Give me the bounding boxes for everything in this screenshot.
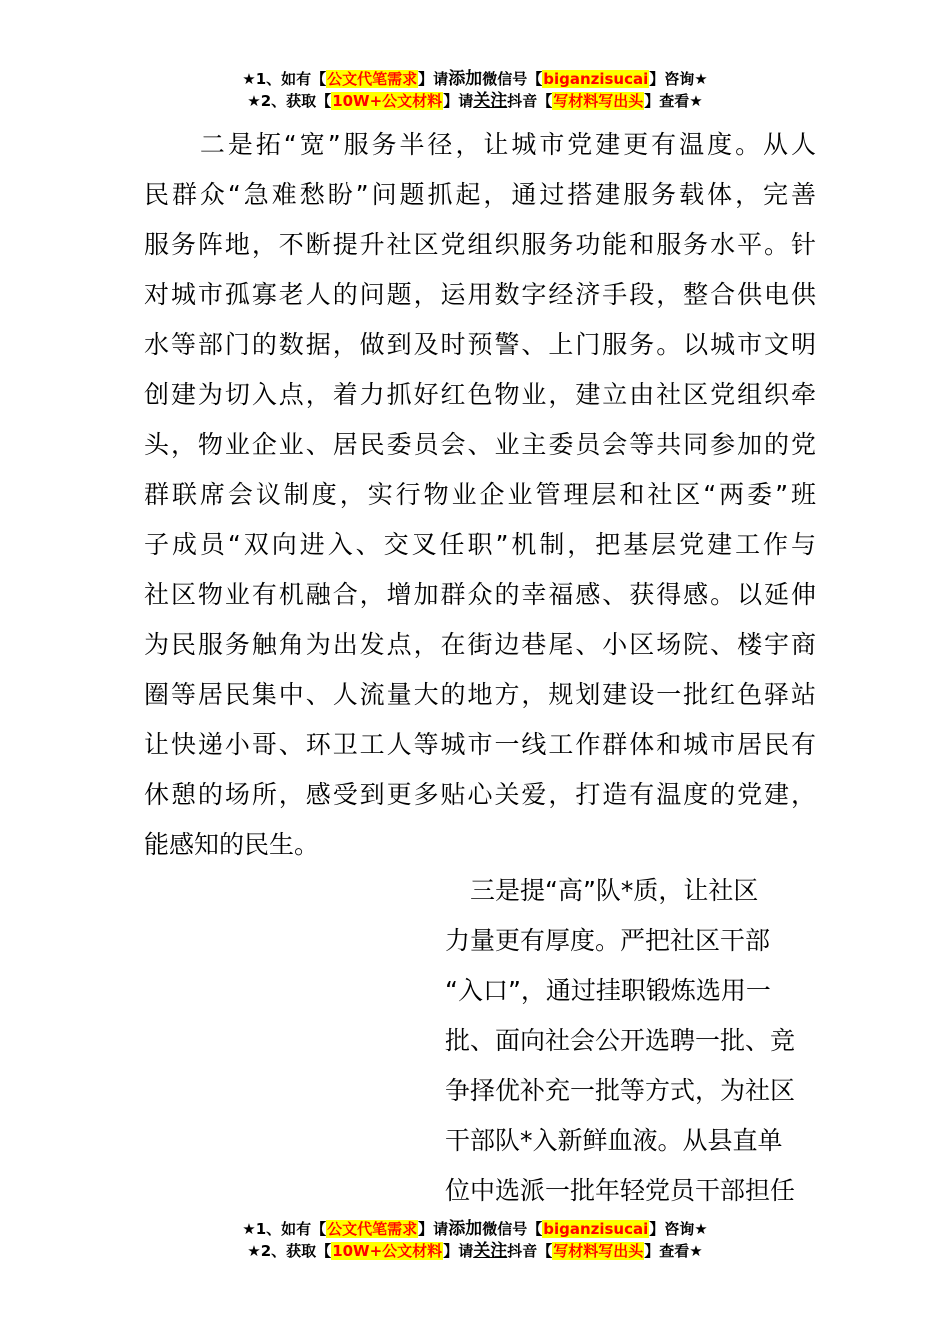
banner-line-2: [0, 1240, 950, 1262]
paragraph-service-radius: [144, 120, 816, 870]
text-line: 干部队*入新鲜血液。从县直单: [445, 1126, 783, 1155]
banner-text: 】查看★: [644, 1242, 703, 1260]
text-line: 让快递小哥、环卫工人等城市一线工作群体和城市居民有: [144, 730, 816, 759]
paragraph-team-quality: [445, 866, 805, 1216]
banner-text: 抖音【: [507, 1242, 553, 1260]
text-line: 圈等居民集中、人流量大的地方，规划建设一批红色驿站: [144, 680, 816, 709]
text-line: 创建为切入点，着力抓好红色物业，建立由社区党组织牵: [144, 380, 816, 409]
text-line: 休憩的场所，感受到更多贴心关爱，打造有温度的党建，: [144, 780, 816, 809]
text-line: 位中选派一批年轻党员干部担任: [445, 1176, 796, 1205]
banner-highlight: 写材料写出头: [553, 1242, 644, 1260]
banner-line-2: [0, 90, 950, 112]
banner-highlight: biganzisucai: [543, 1220, 649, 1238]
banner-text: 微信号【: [482, 1220, 543, 1238]
text-line: 争择优补充一批等方式，为社区: [445, 1076, 796, 1105]
banner-text: 抖音【: [507, 92, 553, 110]
banner-highlight: 公文代笔需求: [327, 70, 418, 88]
banner-text: ★2、获取【: [247, 1242, 332, 1260]
banner-text: 】请: [418, 70, 449, 88]
text-line: 社区物业有机融合，增加群众的幸福感、获得感。以延伸: [144, 580, 816, 609]
banner-text: 】咨询★: [649, 1220, 708, 1238]
text-line: 群联席会议制度，实行物业企业管理层和社区“两委”班: [144, 480, 816, 509]
banner-text: 】查看★: [644, 92, 703, 110]
header-banner: [0, 68, 950, 112]
text-line: 二是拓“宽”服务半径，让城市党建更有温度。从人: [144, 130, 816, 159]
banner-emphasis: 关注: [473, 91, 508, 111]
banner-highlight: 写材料写出头: [553, 92, 644, 110]
banner-text: 微信号【: [482, 70, 543, 88]
banner-highlight: 公文代笔需求: [327, 1220, 418, 1238]
banner-text: ★2、获取【: [247, 92, 332, 110]
banner-highlight: 10W+公文材料: [332, 92, 443, 110]
text-line: 能感知的民生。: [144, 830, 320, 859]
text-line: 对城市孤寡老人的问题，运用数字经济手段，整合供电供: [144, 280, 816, 309]
banner-emphasis: 添加: [448, 69, 483, 89]
text-line: 民群众“急难愁盼”问题抓起，通过搭建服务载体，完善: [144, 180, 816, 209]
banner-emphasis: 添加: [448, 1219, 483, 1239]
banner-text: 】咨询★: [649, 70, 708, 88]
banner-text: 】请: [418, 1220, 449, 1238]
text-line: 力量更有厚度。严把社区干部: [445, 926, 771, 955]
text-line: 批、面向社会公开选聘一批、竞: [445, 1026, 796, 1055]
banner-emphasis: 关注: [473, 1241, 508, 1261]
text-line: 为民服务触角为出发点，在街边巷尾、小区场院、楼宇商: [144, 630, 816, 659]
footer-banner: [0, 1218, 950, 1262]
banner-line-1: [0, 68, 950, 90]
text-line: 服务阵地，不断提升社区党组织服务功能和服务水平。针: [144, 230, 816, 259]
banner-highlight: 10W+公文材料: [332, 1242, 443, 1260]
text-line: 水等部门的数据，做到及时预警、上门服务。以城市文明: [144, 330, 816, 359]
text-line: 三是提“高”队*质，让社区: [445, 876, 759, 905]
banner-text: ★1、如有【: [242, 1220, 327, 1238]
text-line: 子成员“双向进入、交叉任职”机制，把基层党建工作与: [144, 530, 816, 559]
banner-line-1: [0, 1218, 950, 1240]
banner-text: ★1、如有【: [242, 70, 327, 88]
text-line: 头，物业企业、居民委员会、业主委员会等共同参加的党: [144, 430, 816, 459]
banner-text: 】请: [443, 1242, 474, 1260]
text-line: “入口”，通过挂职锻炼选用一: [445, 976, 771, 1005]
banner-highlight: biganzisucai: [543, 70, 649, 88]
banner-text: 】请: [443, 92, 474, 110]
